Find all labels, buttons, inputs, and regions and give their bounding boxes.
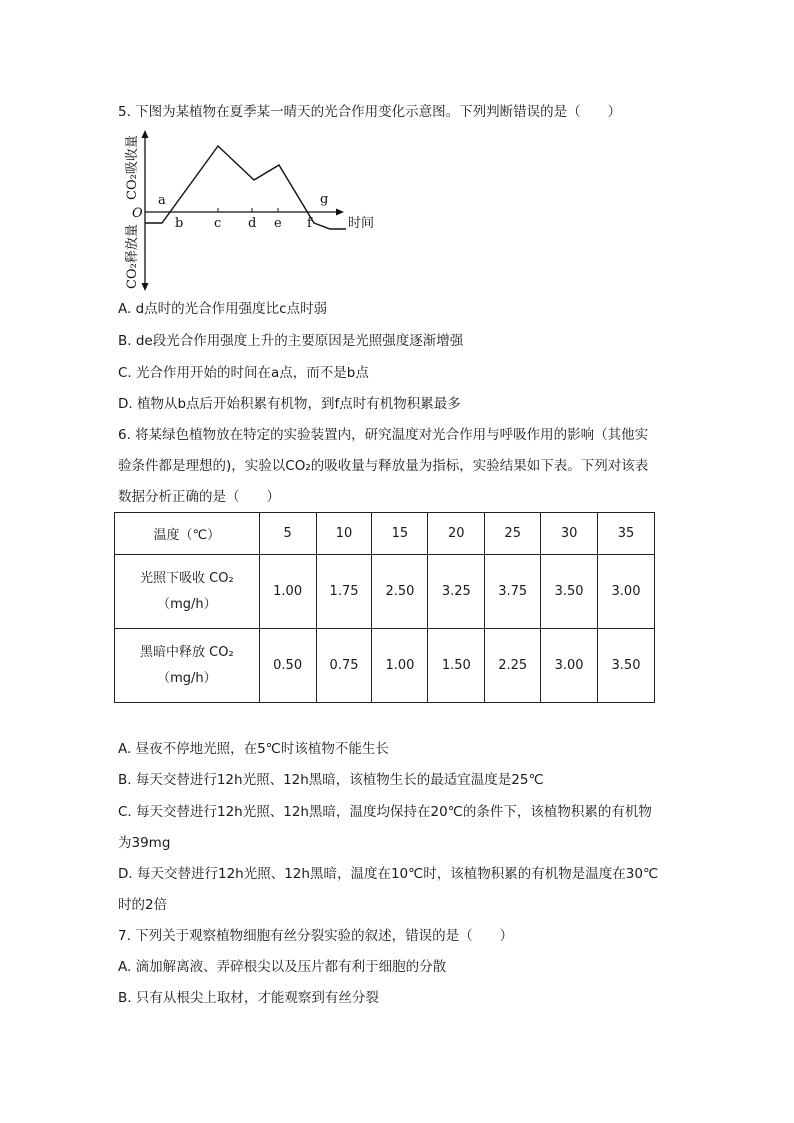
value-cell: 1.00 bbox=[372, 629, 428, 703]
point-label-c: c bbox=[214, 216, 222, 231]
value-cell: 2.50 bbox=[372, 555, 428, 629]
q5-option-a: A. d点时的光合作用强度比c点时弱 bbox=[118, 301, 328, 317]
temp-cell: 5 bbox=[259, 513, 316, 555]
row1-label-line1: 光照下吸收 CO₂ bbox=[140, 570, 234, 586]
row1-label bbox=[115, 555, 260, 629]
temp-cell: 10 bbox=[316, 513, 372, 555]
q6-option-c: C. 每天交替进行12h光照、12h黑暗，温度均保持在20℃的条件下，该植物积累的有机物 bbox=[118, 804, 652, 820]
value-cell: 3.50 bbox=[598, 629, 655, 703]
header-label: 温度（℃） bbox=[115, 513, 260, 555]
q6-option-a: A. 昼夜不停地光照，在5℃时该植物不能生长 bbox=[118, 741, 389, 757]
row2-label-line2: （mg/h） bbox=[157, 670, 217, 686]
table-row bbox=[115, 555, 655, 629]
row2-label bbox=[115, 629, 260, 703]
q5-stem: 5. 下图为某植物在夏季某一晴天的光合作用变化示意图。下列判断错误的是（ ） bbox=[118, 104, 622, 120]
y-axis-arrow-bottom bbox=[142, 283, 149, 291]
x-label: 时间 bbox=[348, 216, 375, 231]
y-label-bottom: CO₂释放量 bbox=[125, 224, 140, 289]
q6-stem-line1: 6. 将某绿色植物放在特定的实验装置内，研究温度对光合作用与呼吸作用的影响（其他实 bbox=[118, 427, 649, 443]
value-cell: 3.00 bbox=[541, 629, 598, 703]
table-header-row bbox=[115, 513, 655, 555]
temp-cell: 35 bbox=[598, 513, 655, 555]
q7-option-b: B. 只有从根尖上取材，才能观察到有丝分裂 bbox=[118, 990, 379, 1006]
q6-stem-line2: 验条件都是理想的)，实验以CO₂的吸收量与释放量为指标，实验结果如下表。下列对该表 bbox=[118, 458, 649, 474]
point-label-g: g bbox=[320, 192, 329, 207]
value-cell: 0.75 bbox=[316, 629, 372, 703]
value-cell: 2.25 bbox=[485, 629, 541, 703]
origin-label: O bbox=[132, 206, 143, 221]
value-cell: 3.25 bbox=[428, 555, 485, 629]
q7-stem: 7. 下列关于观察植物细胞有丝分裂实验的叙述，错误的是（ ） bbox=[118, 928, 514, 944]
q5-option-b: B. de段光合作用强度上升的主要原因是光照强度逐渐增强 bbox=[118, 333, 464, 349]
q5-option-c: C. 光合作用开始的时间在a点，而不是b点 bbox=[118, 365, 369, 381]
row2-label-line1: 黑暗中释放 CO₂ bbox=[140, 644, 234, 660]
temp-cell: 15 bbox=[372, 513, 428, 555]
point-label-e: e bbox=[274, 216, 282, 231]
value-cell: 1.75 bbox=[316, 555, 372, 629]
y-axis-arrow bbox=[142, 130, 149, 138]
value-cell: 3.00 bbox=[598, 555, 655, 629]
q6-option-d-cont: 时的2倍 bbox=[118, 897, 168, 913]
value-cell: 3.75 bbox=[485, 555, 541, 629]
y-label-top: CO₂吸收量 bbox=[125, 135, 140, 200]
row1-label-line2: （mg/h） bbox=[157, 596, 217, 612]
value-cell: 1.00 bbox=[259, 555, 316, 629]
value-cell: 1.50 bbox=[428, 629, 485, 703]
table-row bbox=[115, 629, 655, 703]
q6-stem-line3: 数据分析正确的是（ ） bbox=[118, 489, 280, 505]
point-label-a: a bbox=[158, 193, 166, 208]
temperature-co2-table bbox=[114, 512, 655, 703]
q6-option-d: D. 每天交替进行12h光照、12h黑暗，温度在10℃时，该植物积累的有机物是温度在30℃ bbox=[118, 866, 659, 882]
point-label-f: f bbox=[307, 216, 312, 231]
q7-option-a: A. 滴加解离液、弄碎根尖以及压片都有利于细胞的分散 bbox=[118, 959, 447, 975]
value-cell: 3.50 bbox=[541, 555, 598, 629]
q6-option-b: B. 每天交替进行12h光照、12h黑暗，该植物生长的最适宜温度是25℃ bbox=[118, 772, 544, 788]
q6-option-c-cont: 为39mg bbox=[118, 835, 171, 851]
temp-cell: 30 bbox=[541, 513, 598, 555]
value-cell: 0.50 bbox=[259, 629, 316, 703]
q5-option-d: D. 植物从b点后开始积累有机物，到f点时有机物积累最多 bbox=[118, 396, 461, 412]
x-axis-arrow bbox=[336, 209, 344, 216]
temp-cell: 25 bbox=[485, 513, 541, 555]
temp-cell: 20 bbox=[428, 513, 485, 555]
point-label-b: b bbox=[175, 216, 184, 231]
photosynthesis-graph bbox=[112, 126, 392, 291]
point-label-d: d bbox=[248, 216, 257, 231]
